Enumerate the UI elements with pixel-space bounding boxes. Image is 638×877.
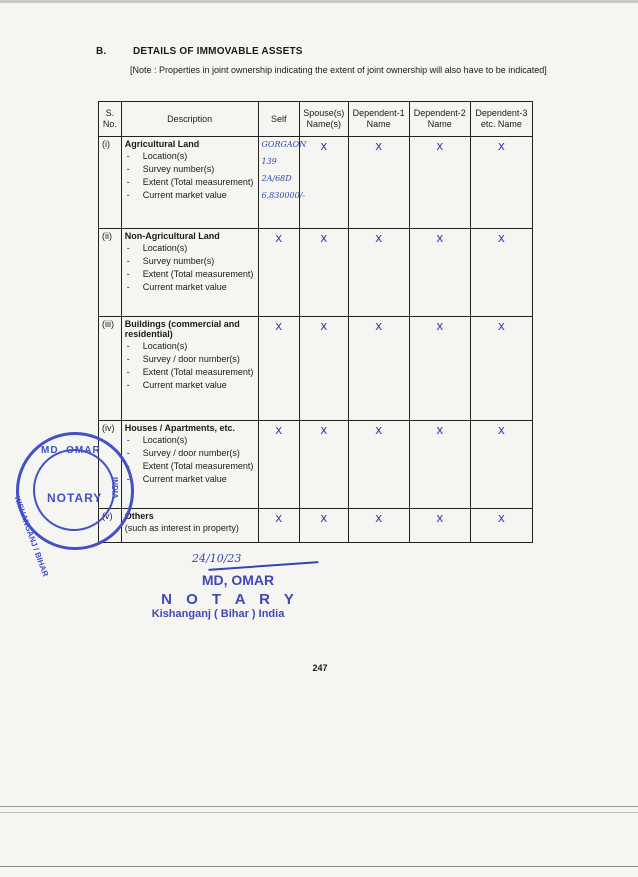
row-subtitle: (such as interest in property) [124,523,239,533]
table-row [99,137,533,229]
cross-mark: x [258,421,299,509]
list-item: - Current market value [127,190,255,200]
cross-mark: x [299,509,348,543]
row-sno: (iv) [99,421,122,509]
table-row [99,317,533,421]
header-sno: S. No. [99,102,122,137]
scan-edge-line [0,812,638,813]
row-description [121,421,258,509]
stamp-right-text: INDIA [110,477,119,499]
list-item: - Survey / door number(s) [127,354,255,364]
scan-edge-line [0,866,638,867]
self-handwritten-entries [258,137,307,229]
table-row [99,229,533,317]
row-sno: (iii) [99,317,122,421]
row-description [121,137,258,229]
handwritten-extent: 2A/68D [261,174,292,183]
list-item: - Survey number(s) [127,164,255,174]
notary-place: Kishanganj ( Bihar ) India [151,608,285,620]
cross-mark: x [470,317,532,421]
cross-mark: x [348,317,409,421]
row-sno: (v) [99,509,122,543]
stamp-inner-ring [33,449,115,531]
list-item: - Survey / door number(s) [127,448,255,458]
row-sno: (i) [99,137,122,229]
row-sno: (ii) [99,229,122,317]
row-title: Non-Agricultural Land [124,231,220,241]
cross-mark: x [348,229,409,317]
header-dependent-1: Dependent-1 Name [348,102,409,137]
list-item: - Current market value [127,474,255,484]
stamp-top-text: MD. OMAR [41,445,101,456]
section-number: B. [96,46,107,57]
cross-mark: x [409,317,470,421]
cross-mark: x [348,421,409,509]
page-number: 247 [312,663,328,673]
signature-date: 24/10/23 [192,552,242,565]
list-item: - Location(s) [127,435,255,445]
row-title: Others [124,511,154,521]
section-title: DETAILS OF IMMOVABLE ASSETS [132,46,303,57]
header-dependent-2: Dependent-2 Name [409,102,470,137]
table-header-row [99,102,533,137]
list-item: - Location(s) [127,243,255,253]
header-self: Self [258,102,299,137]
cross-mark: x [470,509,532,543]
list-item: - Extent (Total measurement) [127,269,255,279]
list-item: - Current market value [127,282,255,292]
row-title: Buildings (commercial and residential) [124,319,240,339]
stamp-center-text: NOTARY [47,491,103,505]
cross-mark: x [348,509,409,543]
cross-mark: x [258,509,299,543]
section-heading [96,46,303,57]
cross-mark: x [258,317,299,421]
cross-mark: x [299,317,348,421]
notary-name: MD, OMAR [201,572,275,588]
cross-mark: x [470,229,532,317]
scan-edge-line [0,806,638,807]
row-title: Houses / Apartments, etc. [124,423,235,433]
notary-title: N O T A R Y [161,591,299,608]
cross-mark: x [258,229,299,317]
handwritten-location: GORGAON [261,140,307,149]
handwritten-value: 6,830000/- [261,191,306,200]
handwritten-survey: 139 [261,157,277,166]
notary-stamp [12,432,134,578]
stamp-left-text: KISHANGANJ / BIHAR [12,495,51,578]
header-description: Description [121,102,258,137]
list-item: - Location(s) [127,341,255,351]
cross-mark: x [409,421,470,509]
cross-mark: x [299,137,348,229]
row-title: Agricultural Land [124,139,200,149]
row-description [121,317,258,421]
cross-mark: x [409,509,470,543]
header-spouse: Spouse(s) Name(s) [299,102,348,137]
row-description [121,509,258,543]
immovable-assets-table [98,101,533,543]
section-note: [Note : Properties in joint ownership indicating the extent of joint ownership will also have to be indicated] [130,65,547,75]
list-item: - Current market value [127,380,255,390]
list-item: - Location(s) [127,151,255,161]
list-item: - Extent (Total measurement) [127,461,255,471]
cross-mark: x [470,137,532,229]
row-description [121,229,258,317]
cross-mark: x [348,137,409,229]
list-item: - Survey number(s) [127,256,255,266]
table-row [99,509,533,543]
page-top-edge [0,0,638,3]
cross-mark: x [409,229,470,317]
header-dependent-3: Dependent-3 etc. Name [470,102,532,137]
list-item: - Extent (Total measurement) [127,367,255,377]
table-row [99,421,533,509]
list-item: - Extent (Total measurement) [127,177,255,187]
cross-mark: x [409,137,470,229]
cross-mark: x [470,421,532,509]
cross-mark: x [299,229,348,317]
cross-mark: x [299,421,348,509]
